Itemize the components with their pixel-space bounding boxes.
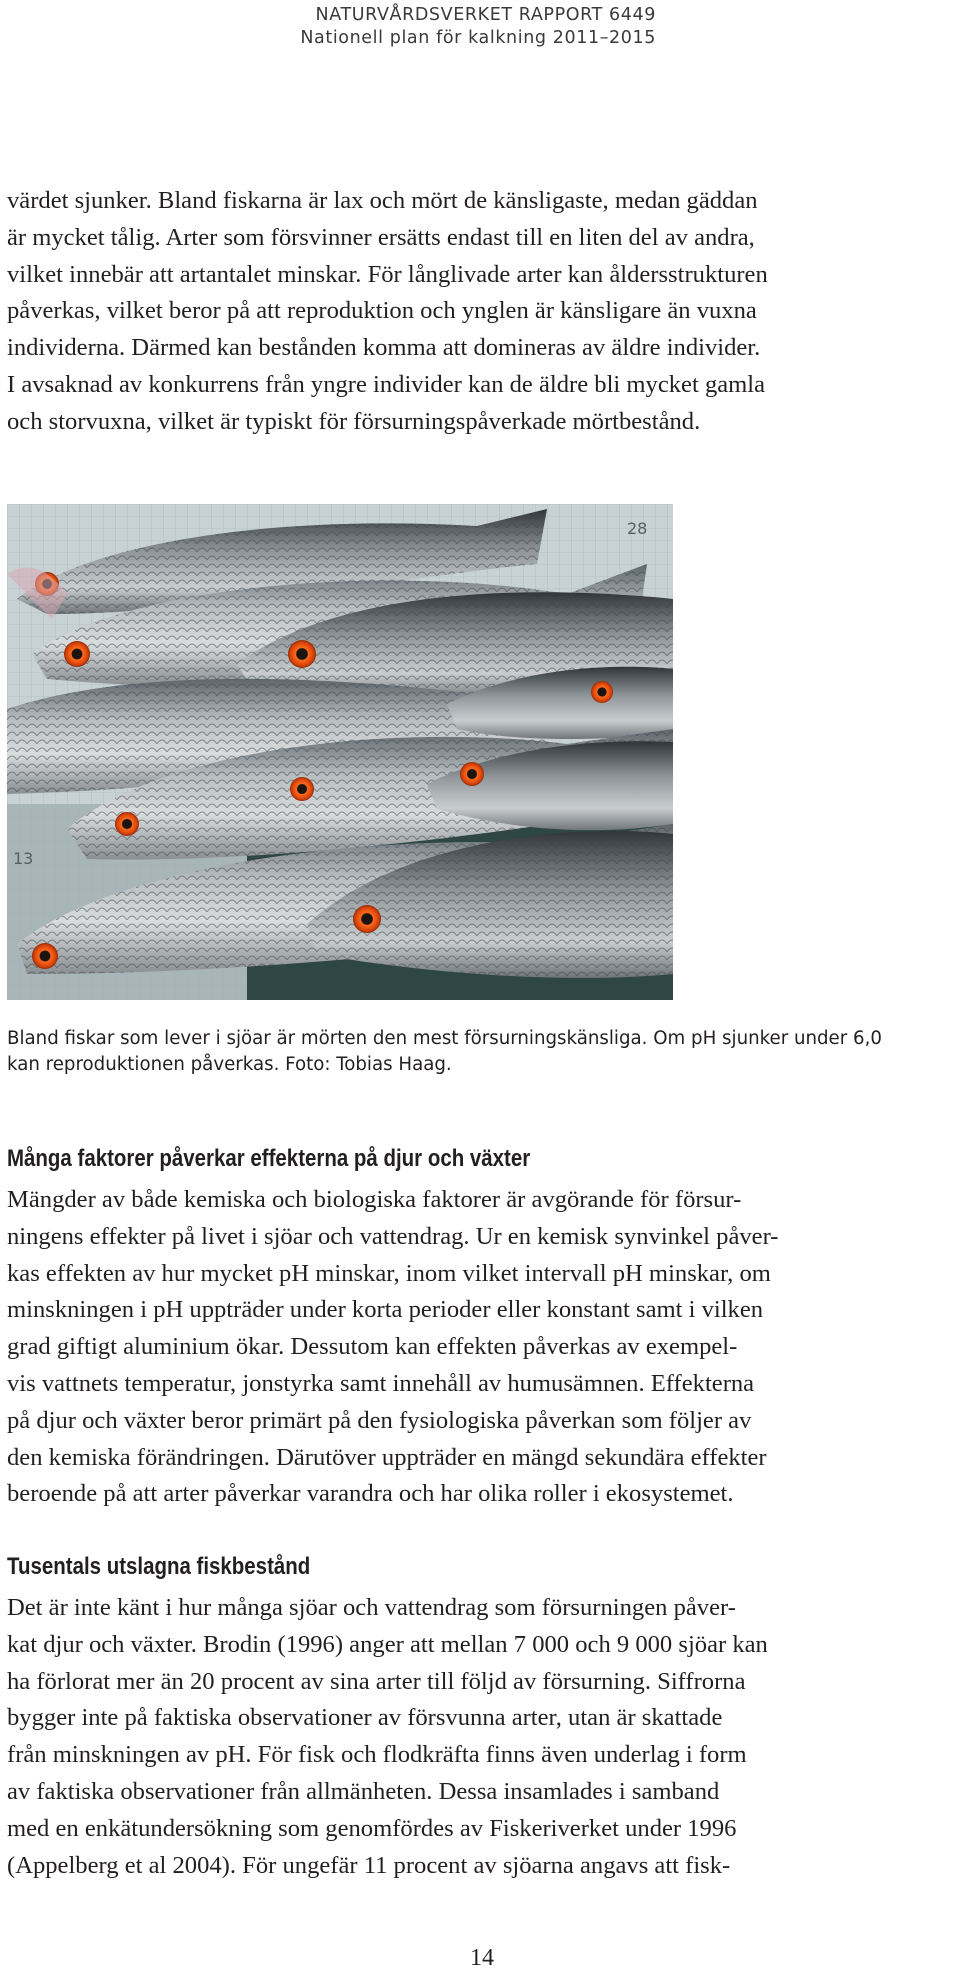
section1-paragraph: [7, 1182, 779, 1513]
page-number: 14: [470, 1945, 494, 1971]
roach-fish-photo: [7, 504, 673, 1000]
section-heading: Många faktorer påverkar effekterna på djur och växter: [7, 1145, 531, 1172]
text-line: beroende på att arter påverkar varandra och har olika roller i ekosystemet.: [7, 1480, 734, 1508]
section2-paragraph: [7, 1590, 768, 1884]
text-line: Mängder av både kemiska och biologiska faktorer är avgörande för försur-: [7, 1186, 742, 1213]
section-heading: Tusentals utslagna fiskbestånd: [7, 1553, 311, 1580]
text-line: grad giftigt aluminium ökar. Dessutom kan effekten påverkas av exempel-: [7, 1333, 738, 1361]
text-line: ningens effekter på livet i sjöar och vattendrag. Ur en kemisk synvinkel påver-: [7, 1222, 779, 1250]
text-line: ha förlorat mer än 20 procent av sina arter till följd av försurning. Siffrorna: [7, 1667, 746, 1695]
text-line: vis vattnets temperatur, jonstyrka samt innehåll av humusämnen. Effekterna: [7, 1369, 755, 1397]
text-line: på djur och växter beror primärt på den fysiologiska påverkan som följer av: [7, 1406, 752, 1434]
ruler-mark-28: 28: [627, 519, 648, 538]
text-line: med en enkätundersökning som genomfördes av Fiskeriverket under 1996: [7, 1814, 737, 1842]
text-line: från minskningen av pH. För fisk och flodkräfta finns även underlag i form: [7, 1741, 747, 1769]
figure-caption: [7, 1026, 937, 1078]
text-line: och storvuxna, vilket är typiskt för försurningspåverkade mörtbestånd.: [7, 407, 701, 435]
text-line: är mycket tålig. Arter som försvinner ersätts endast till en liten del av andra,: [7, 223, 755, 251]
intro-paragraph: [7, 183, 768, 441]
text-line: (Appelberg et al 2004). För ungefär 11 procent av sjöarna angavs att fisk-: [7, 1851, 731, 1879]
text-line: påverkas, vilket beror på att reproduktion och ynglen är känsligare än vuxna: [7, 297, 757, 325]
text-line: vilket innebär att artantalet minskar. För långlivade arter kan åldersstrukturen: [7, 260, 768, 288]
text-line: den kemiska förändringen. Därutöver uppträder en mängd sekundära effekter: [7, 1443, 767, 1471]
report-subtitle: Nationell plan för kalkning 2011–2015: [300, 28, 656, 48]
text-line: bygger inte på faktiska observationer av försvunna arter, utan är skattade: [7, 1704, 723, 1732]
report-title: NATURVÅRDSVERKET RAPPORT 6449: [315, 5, 656, 25]
text-line: värdet sjunker. Bland fiskarna är lax och mört de känsligaste, medan gäddan: [7, 187, 758, 214]
page-header: [300, 4, 656, 50]
ruler-mark-13: 13: [13, 849, 34, 868]
caption-line: Bland fiskar som lever i sjöar är mörten den mest försurningskänsliga. Om pH sjunker under 6,0: [7, 1028, 882, 1049]
page-number-container: [0, 1943, 960, 1973]
text-line: individerna. Därmed kan bestånden komma att domineras av äldre individer.: [7, 334, 761, 362]
text-line: av faktiska observationer från allmänheten. Dessa insamlades i samband: [7, 1777, 720, 1805]
caption-line: kan reproduktionen påverkas. Foto: Tobias Haag.: [7, 1054, 452, 1075]
text-line: I avsaknad av konkurrens från yngre individer kan de äldre bli mycket gamla: [7, 370, 766, 398]
text-line: kas effekten av hur mycket pH minskar, inom vilket intervall pH minskar, om: [7, 1259, 771, 1287]
text-line: minskningen i pH uppträder under korta perioder eller konstant samt i vilken: [7, 1296, 764, 1324]
text-line: Det är inte känt i hur många sjöar och vattendrag som försurningen påver-: [7, 1594, 736, 1621]
text-line: kat djur och växter. Brodin (1996) anger att mellan 7 000 och 9 000 sjöar kan: [7, 1630, 768, 1658]
